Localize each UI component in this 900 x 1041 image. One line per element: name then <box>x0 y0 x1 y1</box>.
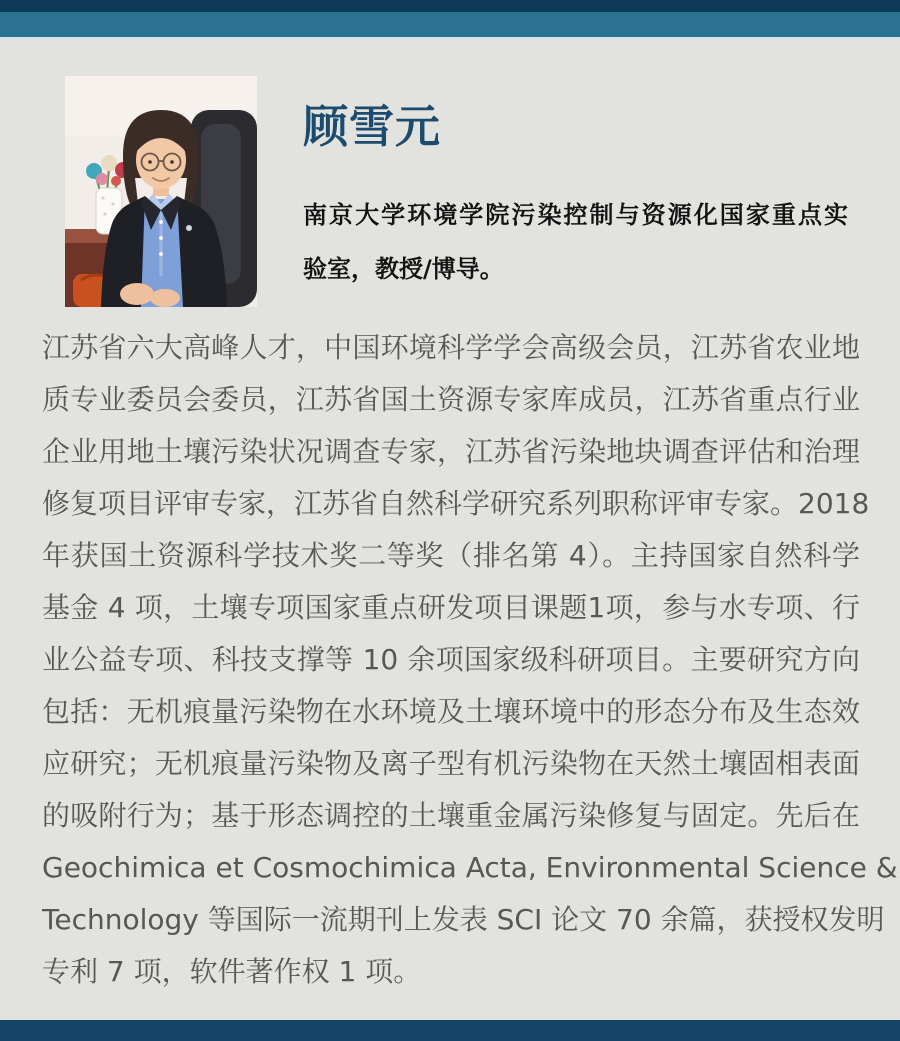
profile-photo <box>65 76 257 307</box>
page-title: 顾雪元 <box>303 100 442 153</box>
bio-line: 业公益专项、科技支撑等 10 余项国家级科研项目。主要研究方向 <box>42 643 860 676</box>
header-text-block <box>303 98 861 296</box>
affiliation-subtitle <box>303 188 848 296</box>
bio-line: 江苏省六大高峰人才，中国环境科学学会高级会员，江苏省农业地 <box>42 331 860 364</box>
bio-line: 修复项目评审专家，江苏省自然科学研究系列职称评审专家。2018 <box>42 487 870 520</box>
bio-line: 应研究；无机痕量污染物及离子型有机污染物在天然土壤固相表面 <box>42 747 860 780</box>
profile-photo-illustration <box>65 76 257 307</box>
bio-line: 质专业委员会委员，江苏省国土资源专家库成员，江苏省重点行业 <box>42 383 860 416</box>
bio-line: 包括：无机痕量污染物在水环境及土壤环境中的形态分布及生态效 <box>42 695 860 728</box>
top-bar-primary <box>0 0 900 12</box>
subtitle-line: 验室，教授/博导。 <box>303 255 504 283</box>
bio-line: 企业用地土壤污染状况调查专家，江苏省污染地块调查评估和治理 <box>42 435 860 468</box>
bio-line: 基金 4 项，土壤专项国家重点研发项目课题1项，参与水专项、行 <box>42 591 860 624</box>
bio-line: Technology 等国际一流期刊上发表 SCI 论文 70 余篇，获授权发明 <box>42 903 885 936</box>
bottom-bar <box>0 1020 900 1041</box>
bio-line: 年获国土资源科学技术奖二等奖（排名第 4）。主持国家自然科学 <box>42 539 860 572</box>
subtitle-line: 南京大学环境学院污染控制与资源化国家重点实 <box>303 201 848 229</box>
bio-line: 专利 7 项，软件著作权 1 项。 <box>42 955 422 988</box>
bio-line: 的吸附行为；基于形态调控的土壤重金属污染修复与固定。先后在 <box>42 799 860 832</box>
biography-paragraph <box>42 322 898 998</box>
bio-line: Geochimica et Cosmochimica Acta, Environmental Science & <box>42 851 898 884</box>
top-bar-secondary <box>0 12 900 39</box>
